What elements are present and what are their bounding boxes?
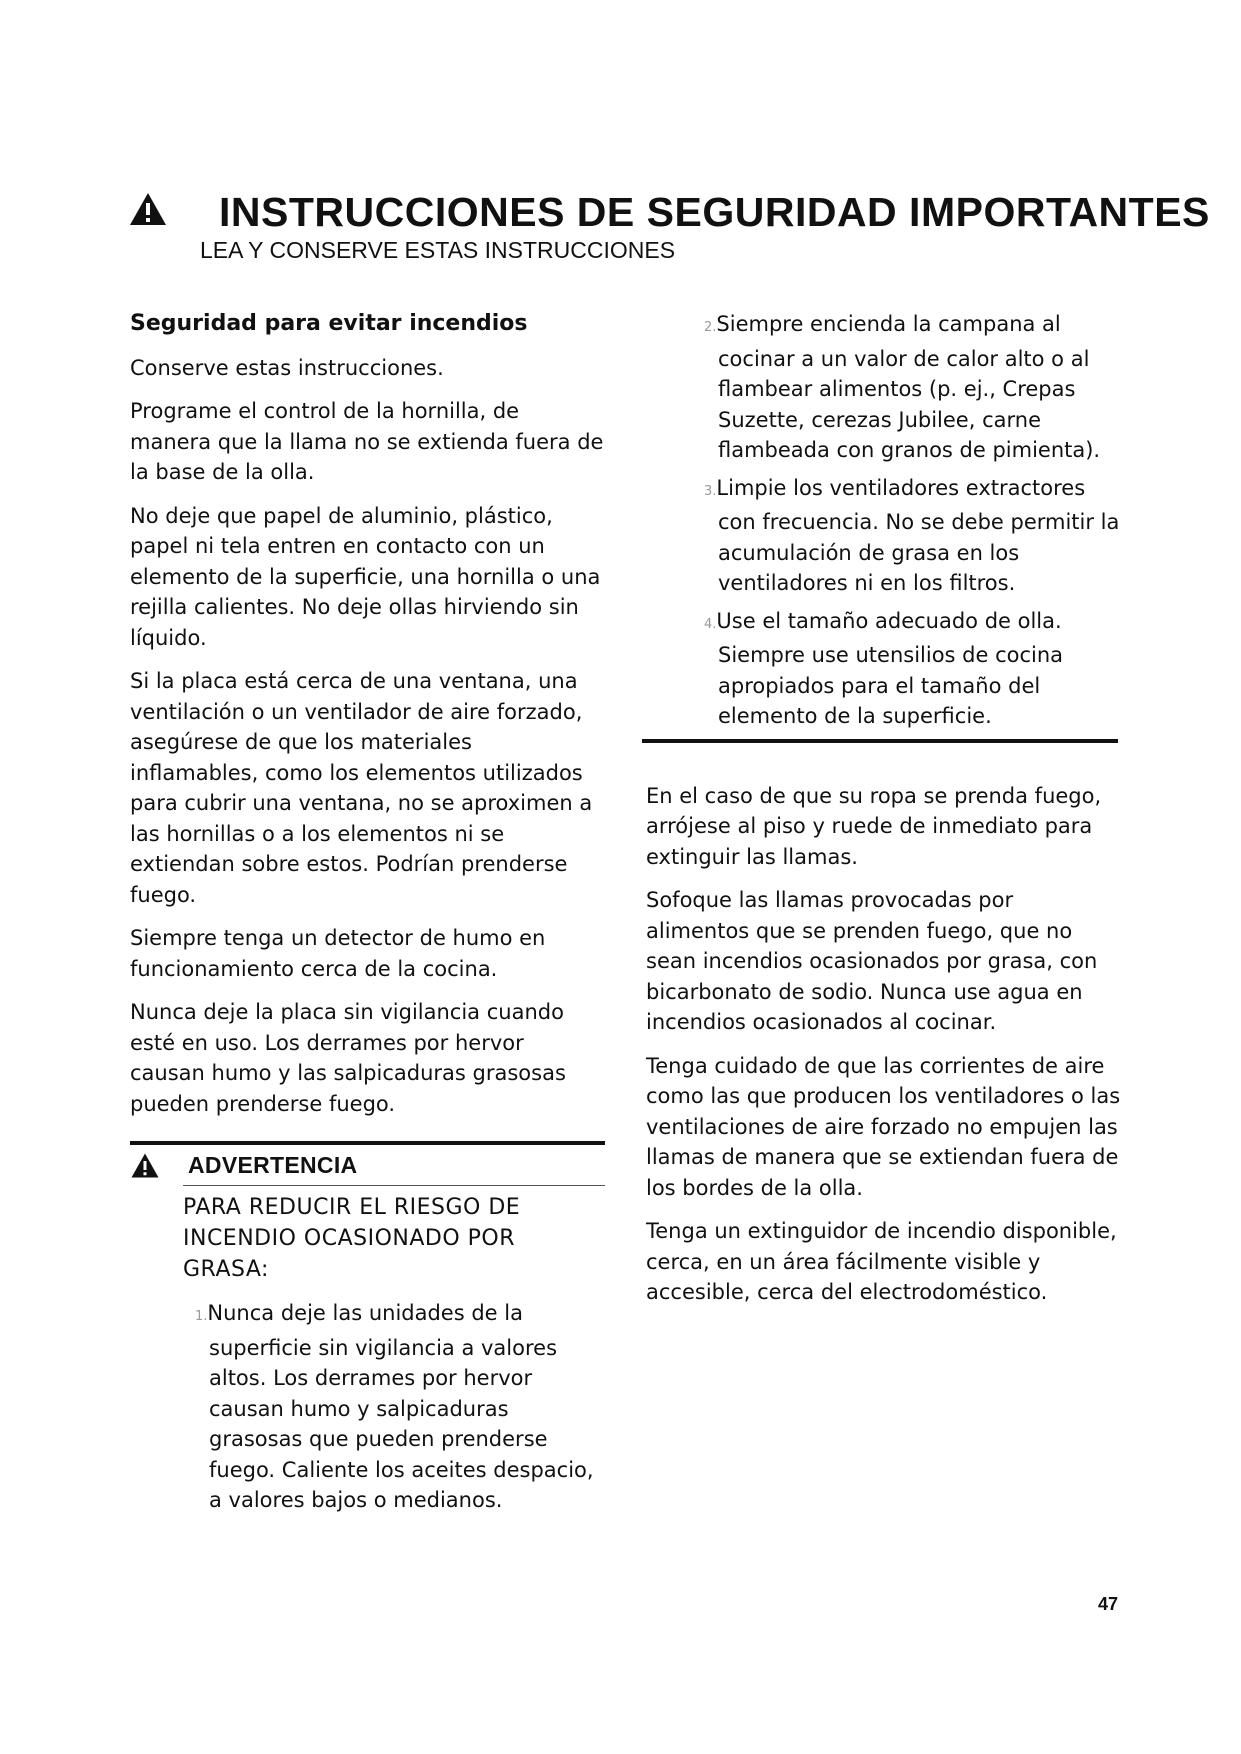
- paragraph: Tenga un extinguidor de incendio disponible, cerca, en un área fácilmente visible y accesible, cerca del electrodoméstico.: [646, 1219, 1117, 1304]
- warning-box: [130, 1141, 605, 1516]
- list-number: 3.: [704, 483, 717, 499]
- list-item: [183, 1298, 605, 1516]
- paragraph: Si la placa está cerca de una ventana, una ventilación o un ventilador de aire forzado, asegúrese de que los materiales inflamables, como los elementos utilizados para cubrir una ventana, no se aproximen a las hornillas o a los elementos ni se extiendan sobre estos. Podrían prenderse fuego.: [130, 669, 593, 907]
- page-number: 47: [1097, 1594, 1118, 1614]
- list-item-text: Limpie los ventiladores extractores con frecuencia. No se debe permitir la acumulación de grasa en los ventiladores ni en los filtros.: [716, 475, 1120, 595]
- paragraph: Siempre tenga un detector de humo en funcionamiento cerca de la cocina.: [130, 926, 546, 981]
- paragraph: Nunca deje la placa sin vigilancia cuando esté en uso. Los derrames por hervor causan humo y las salpicaduras grasosas pueden prenderse fuego.: [130, 1000, 566, 1116]
- list-item-text: Nunca deje las unidades de la superficie sin vigilancia a valores altos. Los derrames por hervor causan humo y salpicaduras grasosas que pueden prenderse fuego. Caliente los aceites despacio, a valores bajos o medianos.: [207, 1301, 594, 1512]
- page-title: INSTRUCCIONES DE SEGURIDAD IMPORTANTES: [219, 189, 1210, 235]
- left-column: [130, 309, 605, 1523]
- right-column: [646, 309, 1121, 1321]
- warning-triangle-icon: [130, 1152, 160, 1179]
- warning-triangle-icon: [128, 191, 168, 227]
- list-item: [692, 309, 1121, 466]
- list-item-text: Siempre encienda la campana al cocinar a un valor de calor alto o al flambear alimentos (p. ej., Crepas Suzette, cerezas Jubilee, carne flambeada con granos de pimienta).: [716, 312, 1101, 462]
- list-number: 4.: [704, 616, 717, 632]
- list-item-text: Use el tamaño adecuado de olla. Siempre use utensilios de cocina apropiados para el tamaño del elemento de la superficie.: [716, 608, 1064, 728]
- warning-header: [130, 1145, 605, 1185]
- warning-body: [183, 1192, 605, 1516]
- warning-label: ADVERTENCIA: [188, 1151, 358, 1178]
- paragraph: Sofoque las llamas provocadas por alimentos que se prenden fuego, que no sean incendios ocasionados por grasa, con bicarbonato de sodio. Nunca use agua en incendios ocasionados al cocinar.: [646, 888, 1098, 1034]
- warning-list: [183, 1298, 605, 1516]
- warning-bottom-rule: [642, 739, 1118, 743]
- warning-list-continued: [692, 309, 1121, 732]
- page-subtitle: LEA Y CONSERVE ESTAS INSTRUCCIONES: [200, 237, 676, 263]
- warning-heading: PARA REDUCIR EL RIESGO DE INCENDIO OCASIONADO POR GRASA:: [183, 1195, 521, 1282]
- paragraph: Tenga cuidado de que las corrientes de aire como las que producen los ventiladores o las ventilaciones de aire forzado no empujen las llamas de manera que se extiendan fuera de los bordes de la olla.: [646, 1053, 1121, 1200]
- list-item: [692, 606, 1121, 732]
- section-title: Seguridad para evitar incendios: [130, 311, 528, 336]
- paragraph: En el caso de que su ropa se prenda fuego, arrójese al piso y ruede de inmediato para extinguir las llamas.: [646, 783, 1102, 869]
- paragraph: Programe el control de la hornilla, de manera que la llama no se extienda fuera de la base de la olla.: [130, 399, 604, 484]
- list-number: 2.: [704, 320, 717, 335]
- list-number: 1.: [195, 1309, 208, 1324]
- paragraph: No deje que papel de aluminio, plástico, papel ni tela entren en contacto con un elemento de la superficie, una hornilla o una rejilla calientes. No deje ollas hirviendo sin líquido.: [130, 503, 601, 650]
- warning-divider: [183, 1185, 605, 1186]
- list-item: [692, 473, 1121, 599]
- paragraph: Conserve estas instrucciones.: [130, 355, 444, 380]
